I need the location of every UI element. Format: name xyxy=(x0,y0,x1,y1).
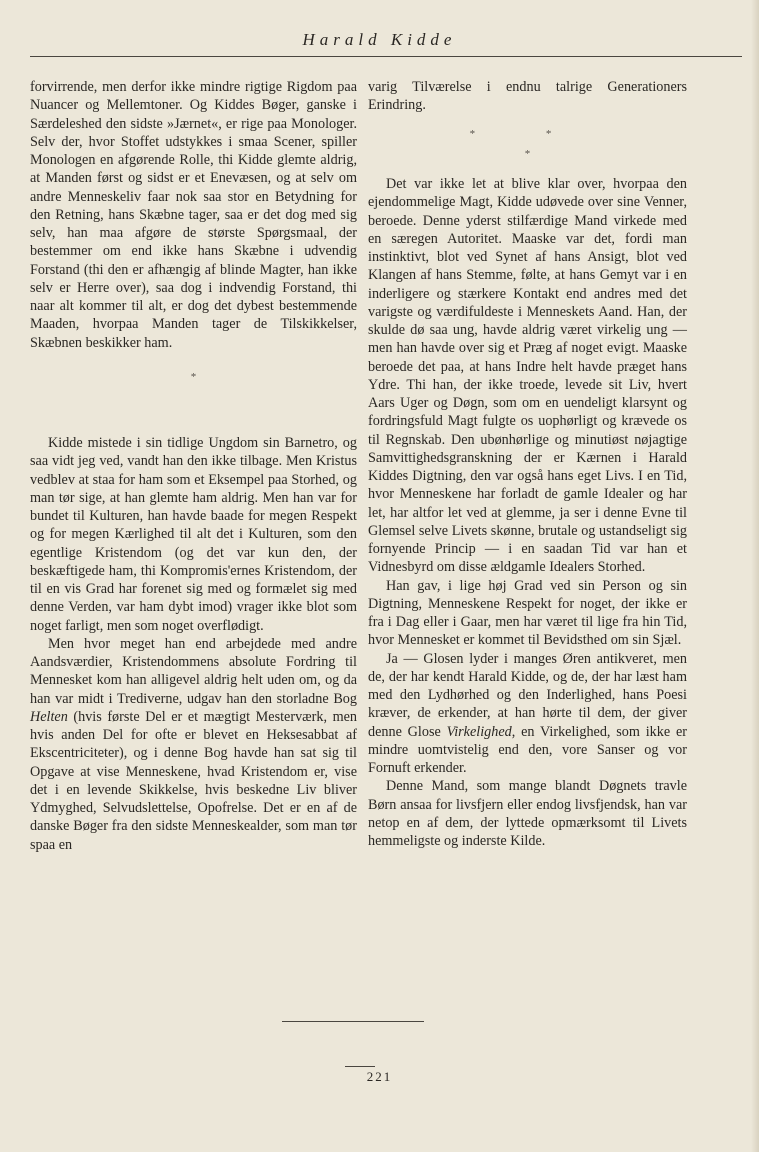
section-separator-double: * * xyxy=(469,127,586,140)
left-paragraph-3 xyxy=(30,635,357,854)
book-title-helten: Helten xyxy=(30,708,68,725)
page-number: 221 xyxy=(366,1069,393,1084)
word-virkelighed: Virkelighed xyxy=(446,723,512,740)
footer-rule xyxy=(282,1021,424,1022)
page-edge-shadow xyxy=(751,0,759,1152)
section-gap xyxy=(368,163,687,175)
left-paragraph-3-text-b: (hvis første Del er et mægtigt Mesterværk, men hvis anden Del for ofte er blevet en Heksesabbat af Ekscentriciteter), og i denne Bog havde han sat sig til Opgave at vise Menneskene, hvad Kristendom er, vise det i en levende Skikkelse, hvis beskedne Liv bliver Ydmyghed, Selvudslettelse, Opofrelse. Det er en af de danske Bøger fra den sidste Menneskealder, som man tør spaa en xyxy=(30,708,357,853)
header-rule xyxy=(30,56,742,57)
right-paragraph-4-text-b: , en Virkelighed, som ikke er mindre uomtvistelig end den, vore Sanser og vor Fornuft erkender. xyxy=(368,723,687,776)
right-paragraph-2: Det var ikke let at blive klar over, hvorpaa den ejendommelige Magt, Kidde udøvede over sine Venner, beroede. Denne yderst stilfærdige Mand virkede med en særegen Autoritet. Maaske var det, fordi man instinktivt, blot ved Synet af hans Ansigt, blot ved Klangen af hans Stemme, følte, at hans Gemyt var i en inderligere og stærkere Kontakt end andres med det varigste og værdifuldeste i Menneskets Aand. Han, der skulde dø saa ung, havde aldrig været virkelig ung — men han havde over sig et Præg af noget evigt. Maaske beroede det paa, at hans Indre helt havde præget hans Ydre. Thi han, der ikke troede, levede sit Liv, hvert Aars Uger og Døgn, som om en uendeligt klarsynt og fordringsfuld Magt fulgte os uophørligt og krævede os til Regnskab. Den ubønhørlige og minutiøst nøjagtige Samvittighedsgranskning der er Kærnen i Harald Kiddes Digtning, den var også hans eget Livs. I en Tid, hvor Menneskene har forladt de gamle Idealer og har let, har altfor let ved at glemme, ja ser i denne Evne til Glemsel selve Livets skønne, brutale og ustandseligt sig fornyende Princip — i en saadan Tid var han et Vidnesbyrd om disse ældgamle Idealers Storhed. xyxy=(368,176,687,576)
left-paragraph-1: forvirrende, men derfor ikke mindre rigtige Rigdom paa Nuancer og Mellemtoner. Og Kiddes Bøger, ganske i Særdeleshed den sidste »Jærnet«, er rige paa Monologer. Selv der, hvor Stoffet udstykkes i smaa Scener, spiller Monologen en afgørende Rolle, thi Kidde glemte aldrig, at Manden først og sidst er et Enevæsen, og at selv om andre Menneskeliv faar nok saa stor en Betydning for den Retning, hans Skæbne tager, saa er det dog med sig selv, han maa afgøre de største Spørgsmaal, der bestemmer om end ikke hans Skæbne i udvendig Forstand (thi den er afhængig af blinde Magter, han ikke selv er Herre over), saa dog i indvendig Forstand, thi naar alt kommer til alt, er dog det dybest bestemmende Maaden, hvorpaa Manden tager de Tilskikkelser, Skæbnen beskikker ham. xyxy=(30,79,357,351)
section-gap xyxy=(30,386,357,434)
right-paragraph-1: varig Tilværelse i endnu talrige Generationers Erindring. xyxy=(368,79,687,114)
right-column xyxy=(368,78,687,850)
right-paragraph-5: Denne Mand, som mange blandt Døgnets travle Børn ansaa for livsfjern eller endog livsfjendsk, han var netop en af dem, der lyttede opmærksomt til Livets hemmeligste og inderste Kilde. xyxy=(368,778,687,849)
left-column xyxy=(30,78,357,854)
page-number-rule xyxy=(345,1066,375,1067)
left-paragraph-2: Kidde mistede i sin tidlige Ungdom sin Barnetro, og saa vidt jeg ved, vandt han den ikke tilbage. Men Kristus vedblev at staa for ham som et Eksempel paa Storhed, og man tør sige, at han glemte ham aldrig. Men han var for bundet til Kulturen, han havde baade for megen Respekt og for megen Kærlighed til alt det i Kulturen, som den egentlige Kristendom (og det var kun den, der beskæftigede ham, thi Kompromis'ernes Kristendom, der til en vis Grad har forenet sig med og formælet sig med denne Verden, var ham dybt imod) vrager ikke blot som noget farligt, men som noget overflødigt. xyxy=(30,435,357,634)
right-paragraph-4-text-a: Ja — Glosen lyder i manges Øren antikveret, men de, der har kendt Harald Kidde, og de, der har læst ham med den Lydhørhed og den Inderlighed, hans Poesi kræver, de erkender, at han hørte til dem, der giver denne Glose xyxy=(368,650,687,740)
right-paragraph-4 xyxy=(368,650,687,778)
left-paragraph-3-text-a: Men hvor meget han end arbejdede med andre Aandsværdier, Kristendommens absolute Fordring til Mennesket kom han alligevel aldrig helt uden om, og da han var midt i Trediverne, udgav han den storladne Bog xyxy=(30,635,357,707)
running-header: Harald Kidde xyxy=(302,30,457,49)
section-separator-single: * xyxy=(524,147,531,160)
section-separator: * xyxy=(190,370,197,383)
right-paragraph-3: Han gav, i lige høj Grad ved sin Person og sin Digtning, Menneskene Respekt for noget, der ikke er fra i Dag eller i Gaar, men har været til lige fra hin Tid, hvor Mennesket er kommet til Bevidsthed om sin Sjæl. xyxy=(368,577,687,649)
